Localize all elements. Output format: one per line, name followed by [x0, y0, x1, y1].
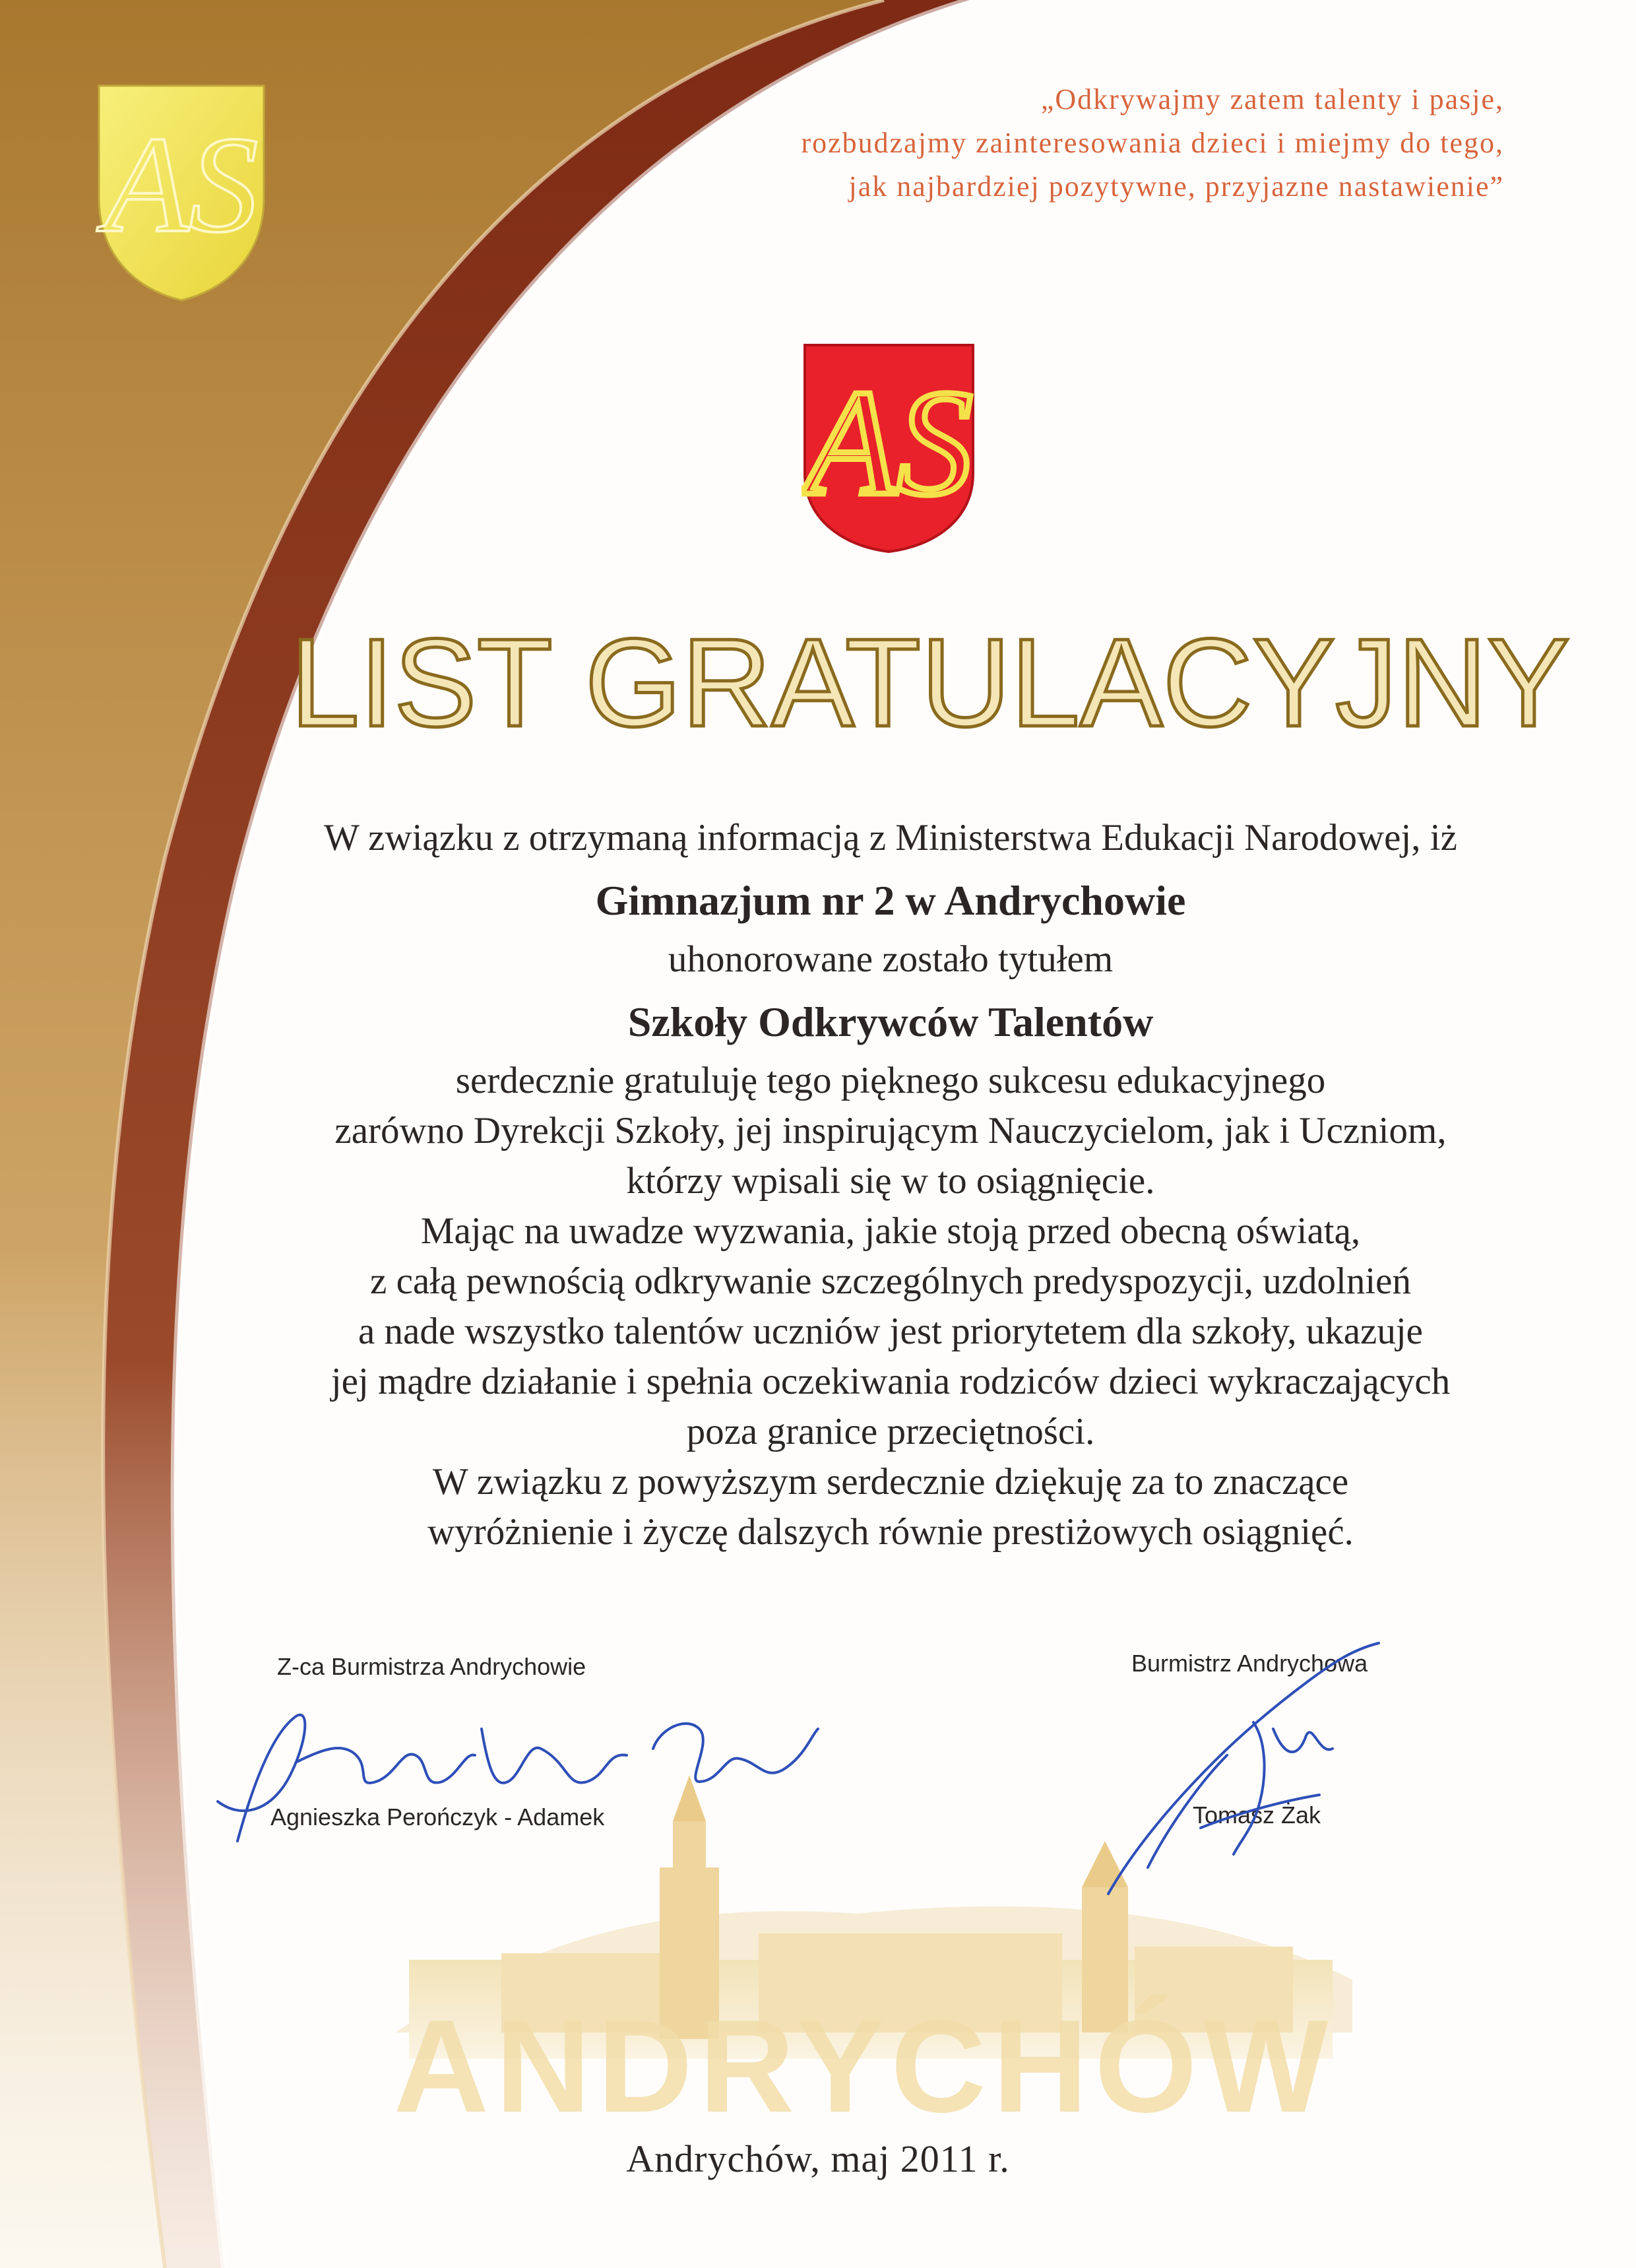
quote-line: jak najbardziej pozytywne, przyjazne nastawienie” [848, 170, 1504, 203]
body-line: jej mądre działanie i spełnia oczekiwania rodziców dzieci wykraczających [330, 1361, 1451, 1402]
school-name: Gimnazjum nr 2 w Andrychowie [595, 877, 1186, 924]
quote-line: „Odkrywajmy zatem talenty i pasje, [1040, 83, 1504, 115]
left-signatory-role: Z-ca Burmistrza Andrychowie [277, 1653, 586, 1680]
coat-of-arms-emblem [802, 342, 976, 553]
svg-text:ANDRYCHÓW: ANDRYCHÓW [393, 1993, 1335, 2140]
body-line: z całą pewnością odkrywanie szczególnych predyspozycji, uzdolnień [370, 1260, 1411, 1302]
body-line: którzy wpisali się w to osiągnięcie. [626, 1160, 1155, 1202]
right-signatory-role: Burmistrz Andrychowa [1131, 1650, 1368, 1677]
award-title: Szkoły Odkrywców Talentów [627, 998, 1154, 1045]
body-line: Mając na uwadze wyzwania, jakie stoją przed obecną oświatą, [420, 1210, 1361, 1252]
body-line: serdecznie gratuluję tego pięknego sukcesu edukacyjnego [455, 1060, 1326, 1101]
intro-line: W związku z otrzymaną informacją z Ministerstwa Edukacji Narodowej, iż [324, 817, 1457, 859]
honored-line: uhonorowane zostało tytułem [668, 938, 1114, 980]
body-line: W związku z powyższym serdecznie dziękuję za to znaczące [432, 1461, 1349, 1503]
certificate-title [264, 620, 1596, 752]
svg-text:AS: AS [104, 108, 259, 261]
title-text: LIST GRATULACYJNY [290, 620, 1570, 752]
motto-quote [515, 78, 1504, 209]
quote-line: rozbudzajmy zainteresowania dzieci i miejmy do tego, [801, 127, 1504, 159]
body-line: wyróżnienie i życzę dalszych równie prestiżowych osiągnięć. [427, 1511, 1354, 1553]
body-line: zarówno Dyrekcji Szkoły, jej inspirującym Nauczycielom, jak i Uczniom, [334, 1110, 1447, 1151]
right-handwritten-signature [1069, 1630, 1412, 1920]
issue-date: Andrychów, maj 2011 r. [626, 2137, 1010, 2180]
body-line: poza granice przeciętności. [686, 1411, 1095, 1452]
right-signatory-name: Tomasz Żak [1193, 1801, 1321, 1829]
town-wordmark [394, 1993, 1335, 2140]
certificate-body [198, 813, 1583, 1557]
left-signatory-name: Agnieszka Perończyk - Adamek [270, 1803, 605, 1831]
emblem-monogram: AS [804, 358, 973, 527]
left-handwritten-signature [198, 1689, 831, 1874]
body-line: a nade wszystko talentów uczniów jest priorytetem dla szkoły, ukazuje [358, 1311, 1423, 1352]
